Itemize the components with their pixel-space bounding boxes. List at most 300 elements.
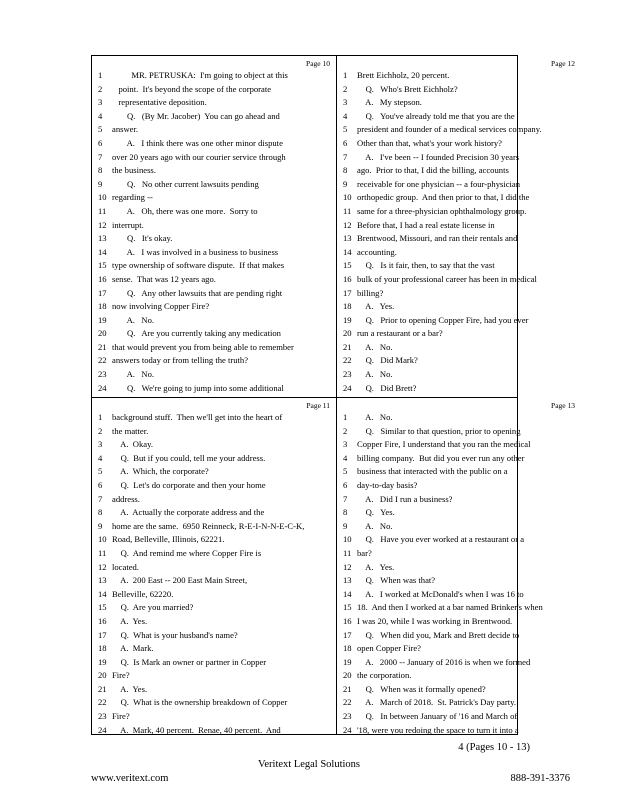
transcript-line xyxy=(98,601,334,615)
transcript-line xyxy=(98,411,334,425)
line-text: Q. What is your husband's name? xyxy=(112,629,238,640)
transcript-line xyxy=(98,110,334,124)
line-number: 2 xyxy=(343,83,348,94)
transcript-line xyxy=(343,246,579,260)
line-number: 16 xyxy=(98,615,107,626)
transcript-line xyxy=(98,438,334,452)
transcript-line xyxy=(98,683,334,697)
page-lines xyxy=(343,69,579,395)
transcript-line xyxy=(343,83,579,97)
transcript-page xyxy=(92,398,336,738)
line-text: A. My stepson. xyxy=(357,97,422,108)
line-text: address. xyxy=(112,493,140,504)
line-text: A. 200 East -- 200 East Main Street, xyxy=(112,575,248,586)
line-number: 15 xyxy=(98,260,107,271)
transcript-line xyxy=(98,137,334,151)
transcript-line xyxy=(98,314,334,328)
transcript-line xyxy=(98,191,334,205)
line-number: 13 xyxy=(98,575,107,586)
page-lines xyxy=(98,411,334,737)
line-text: answers today or from telling the truth? xyxy=(112,355,249,366)
line-number: 5 xyxy=(98,124,103,135)
line-text: Copper Fire, I understand that you ran the medical xyxy=(357,439,531,450)
transcript-line xyxy=(343,205,579,219)
line-text: MR. PETRUSKA: I'm going to object at this xyxy=(112,70,288,80)
transcript-line xyxy=(343,232,579,246)
line-text: Fire? xyxy=(112,670,130,681)
transcript-line xyxy=(98,520,334,534)
line-text: Q. Any other lawsuits that are pending right xyxy=(112,287,283,298)
line-text: background stuff. Then we'll get into the heart of xyxy=(112,412,283,422)
transcript-line xyxy=(343,178,579,192)
line-text: A. Mark, 40 percent. Renae, 40 percent. And xyxy=(112,724,281,735)
line-text: Belleville, 62220. xyxy=(112,588,174,599)
line-number: 4 xyxy=(98,452,103,463)
line-number: 8 xyxy=(98,507,103,518)
transcript-line xyxy=(343,300,579,314)
transcript-line xyxy=(98,561,334,575)
line-number: 21 xyxy=(343,683,352,694)
line-text: the corporation. xyxy=(357,670,412,681)
transcript-line xyxy=(98,246,334,260)
line-number: 7 xyxy=(98,151,103,162)
line-number: 6 xyxy=(98,479,103,490)
line-text: Q. Who's Brett Eichholz? xyxy=(357,83,458,94)
transcript-page xyxy=(337,56,581,396)
line-number: 8 xyxy=(343,165,348,176)
line-number: 3 xyxy=(343,439,348,450)
line-text: Road, Belleville, Illinois, 62221. xyxy=(112,534,225,545)
line-text: Q. No other current lawsuits pending xyxy=(112,178,259,189)
line-text: A. No. xyxy=(357,412,393,422)
line-number: 11 xyxy=(343,547,352,558)
transcript-line xyxy=(98,259,334,273)
transcript-line xyxy=(343,574,579,588)
transcript-line xyxy=(343,669,579,683)
line-text: A. No. xyxy=(357,369,393,380)
transcript-line xyxy=(98,629,334,643)
line-text: A. March of 2018. St. Patrick's Day party. xyxy=(357,697,516,708)
line-text: president and founder of a medical services company. xyxy=(357,124,542,135)
line-text: Other than that, what's your work history? xyxy=(357,137,502,148)
line-text: A. No. xyxy=(357,520,393,531)
transcript-line xyxy=(343,438,579,452)
line-number: 1 xyxy=(98,412,103,422)
line-number: 2 xyxy=(98,83,103,94)
line-number: 22 xyxy=(343,355,352,366)
line-text: A. Actually the corporate address and the xyxy=(112,507,265,518)
line-number: 14 xyxy=(343,246,352,257)
line-number: 19 xyxy=(98,314,107,325)
transcript-line xyxy=(343,520,579,534)
line-number: 16 xyxy=(343,615,352,626)
transcript-line xyxy=(343,642,579,656)
line-number: 11 xyxy=(98,205,107,216)
transcript-line xyxy=(98,547,334,561)
transcript-line xyxy=(343,123,579,137)
transcript-line xyxy=(98,205,334,219)
line-number: 12 xyxy=(343,561,352,572)
line-number: 5 xyxy=(343,124,348,135)
page-number: Page 13 xyxy=(551,401,575,410)
line-number: 24 xyxy=(343,382,352,393)
page-lines xyxy=(98,69,334,395)
line-number: 1 xyxy=(343,412,348,422)
line-text: Q. When was that? xyxy=(357,575,436,586)
transcript-line xyxy=(98,465,334,479)
transcript-line xyxy=(343,411,579,425)
line-number: 17 xyxy=(343,287,352,298)
line-text: the matter. xyxy=(112,425,149,436)
line-text: Q. But if you could, tell me your address. xyxy=(112,452,266,463)
phone-number: 888-391-3376 xyxy=(510,773,570,784)
line-text: ago. Prior to that, I did the billing, accounts xyxy=(357,165,509,176)
transcript-line xyxy=(98,669,334,683)
line-number: 6 xyxy=(343,479,348,490)
transcript-line xyxy=(343,561,579,575)
line-number: 22 xyxy=(98,697,107,708)
line-text: over 20 years ago with our courier service through xyxy=(112,151,286,162)
line-number: 9 xyxy=(343,520,348,531)
line-number: 5 xyxy=(98,466,103,477)
line-text: A. I've been -- I founded Precision 30 years xyxy=(357,151,520,162)
transcript-line xyxy=(343,354,579,368)
transcript-line xyxy=(343,683,579,697)
transcript-line xyxy=(343,493,579,507)
line-text: regarding -- xyxy=(112,192,153,203)
line-text: Q. Did Brett? xyxy=(357,382,417,393)
transcript-line xyxy=(98,493,334,507)
line-number: 9 xyxy=(343,178,348,189)
line-text: Q. What is the ownership breakdown of Copper xyxy=(112,697,288,708)
line-number: 6 xyxy=(343,137,348,148)
transcript-line xyxy=(98,69,334,83)
transcript-line xyxy=(343,219,579,233)
transcript-line xyxy=(343,533,579,547)
line-text: A. Which, the corporate? xyxy=(112,466,209,477)
line-text: A. Yes. xyxy=(112,683,148,694)
line-text: Q. Have you ever worked at a restaurant or a xyxy=(357,534,525,545)
transcript-line xyxy=(98,533,334,547)
line-number: 8 xyxy=(98,165,103,176)
transcript-line xyxy=(98,273,334,287)
line-number: 20 xyxy=(98,670,107,681)
transcript-line xyxy=(343,164,579,178)
line-text: A. Yes. xyxy=(357,301,395,312)
transcript-line xyxy=(98,300,334,314)
transcript-line xyxy=(343,656,579,670)
transcript-line xyxy=(343,314,579,328)
line-number: 10 xyxy=(343,534,352,545)
line-number: 23 xyxy=(343,369,352,380)
transcript-line xyxy=(98,724,334,738)
line-number: 7 xyxy=(343,151,348,162)
transcript-line xyxy=(343,452,579,466)
line-number: 18 xyxy=(98,643,107,654)
transcript-line xyxy=(98,506,334,520)
line-number: 20 xyxy=(98,328,107,339)
transcript-line xyxy=(343,110,579,124)
line-text: A. Did I run a business? xyxy=(357,493,453,504)
line-text: Q. Let's do corporate and then your home xyxy=(112,479,266,490)
transcript-line xyxy=(343,601,579,615)
line-number: 16 xyxy=(343,273,352,284)
transcript-line xyxy=(343,151,579,165)
line-text: open Copper Fire? xyxy=(357,643,421,654)
line-text: billing? xyxy=(357,287,384,298)
line-number: 18 xyxy=(343,643,352,654)
transcript-line xyxy=(98,642,334,656)
line-text: the business. xyxy=(112,165,156,176)
line-number: 13 xyxy=(98,233,107,244)
line-number: 9 xyxy=(98,520,103,531)
line-number: 11 xyxy=(343,205,352,216)
line-number: 15 xyxy=(98,602,107,613)
line-number: 15 xyxy=(343,602,352,613)
website: www.veritext.com xyxy=(91,773,169,784)
line-number: 19 xyxy=(343,656,352,667)
line-text: A. Mark. xyxy=(112,643,154,654)
line-number: 10 xyxy=(343,192,352,203)
page-lines xyxy=(343,411,579,737)
transcript-line xyxy=(98,588,334,602)
company-name: Veritext Legal Solutions xyxy=(257,759,361,770)
line-text: receivable for one physician -- a four-physician xyxy=(357,178,521,189)
line-number: 14 xyxy=(343,588,352,599)
page-number: Page 12 xyxy=(551,59,575,68)
transcript-line xyxy=(343,341,579,355)
line-text: 18. And then I worked at a bar named Brinker's when xyxy=(357,602,543,613)
line-number: 24 xyxy=(98,724,107,735)
line-text: that would prevent you from being able to remember xyxy=(112,341,294,352)
line-text: Q. Prior to opening Copper Fire, had you ever xyxy=(357,314,529,325)
line-number: 15 xyxy=(343,260,352,271)
line-text: Q. Did Mark? xyxy=(357,355,418,366)
transcript-line xyxy=(343,547,579,561)
line-number: 7 xyxy=(98,493,103,504)
line-number: 19 xyxy=(343,314,352,325)
transcript-line xyxy=(343,368,579,382)
line-number: 1 xyxy=(343,70,348,80)
line-number: 19 xyxy=(98,656,107,667)
transcript-line xyxy=(343,506,579,520)
transcript-line xyxy=(98,452,334,466)
line-text: Q. You've already told me that you are the xyxy=(357,110,515,121)
transcript-line xyxy=(343,425,579,439)
line-number: 17 xyxy=(343,629,352,640)
line-number: 13 xyxy=(343,233,352,244)
line-text: Brentwood, Missouri, and ran their rentals and xyxy=(357,233,518,244)
transcript-page xyxy=(337,398,581,738)
transcript-line xyxy=(98,178,334,192)
line-number: 2 xyxy=(343,425,348,436)
line-text: A. Yes. xyxy=(357,561,395,572)
line-number: 23 xyxy=(343,711,352,722)
line-number: 17 xyxy=(98,629,107,640)
line-number: 17 xyxy=(98,287,107,298)
line-number: 3 xyxy=(98,97,103,108)
line-text: A. No. xyxy=(112,314,155,325)
line-number: 24 xyxy=(98,382,107,393)
line-text: orthopedic group. And then prior to that, I did the xyxy=(357,192,530,203)
line-number: 20 xyxy=(343,328,352,339)
transcript-line xyxy=(343,615,579,629)
line-text: Before that, I had a real estate license in xyxy=(357,219,495,230)
line-number: 24 xyxy=(343,724,352,735)
line-number: 21 xyxy=(98,683,107,694)
line-text: Q. Are you currently taking any medication xyxy=(112,328,281,339)
line-number: 23 xyxy=(98,711,107,722)
transcript-line xyxy=(98,368,334,382)
line-number: 2 xyxy=(98,425,103,436)
line-number: 21 xyxy=(343,341,352,352)
page-range: 4 (Pages 10 - 13) xyxy=(458,742,530,753)
line-text: A. I worked at McDonald's when I was 16 to xyxy=(357,588,524,599)
line-text: bar? xyxy=(357,547,372,558)
line-number: 18 xyxy=(98,301,107,312)
line-text: '18, were you redoing the space to turn it into a xyxy=(357,724,519,735)
transcript-line xyxy=(343,382,579,396)
transcript-line xyxy=(343,287,579,301)
line-number: 4 xyxy=(343,110,348,121)
line-number: 4 xyxy=(98,110,103,121)
line-number: 23 xyxy=(98,369,107,380)
transcript-line xyxy=(98,696,334,710)
transcript-grid xyxy=(91,55,575,735)
line-text: A. 2000 -- January of 2016 is when we formed xyxy=(357,656,531,667)
line-text: A. Yes. xyxy=(112,615,148,626)
transcript-line xyxy=(98,615,334,629)
transcript-line xyxy=(343,259,579,273)
line-text: A. No. xyxy=(357,341,393,352)
transcript-line xyxy=(98,164,334,178)
transcript-line xyxy=(98,425,334,439)
line-text: home are the same. 6950 Reinneck, R-E-I-N-N-E-C-K, xyxy=(112,520,305,531)
transcript-line xyxy=(98,479,334,493)
transcript-line xyxy=(98,710,334,724)
transcript-line xyxy=(98,151,334,165)
transcript-line xyxy=(343,629,579,643)
transcript-line xyxy=(98,232,334,246)
line-number: 21 xyxy=(98,341,107,352)
transcript-line xyxy=(343,273,579,287)
line-text: type ownership of software dispute. If that makes xyxy=(112,260,285,271)
line-text: A. Oh, there was one more. Sorry to xyxy=(112,205,258,216)
transcript-line xyxy=(98,96,334,110)
line-number: 4 xyxy=(343,452,348,463)
transcript-line xyxy=(98,574,334,588)
line-number: 12 xyxy=(98,561,107,572)
transcript-line xyxy=(98,287,334,301)
line-text: Q. Is Mark an owner or partner in Copper xyxy=(112,656,267,667)
line-text: Q. Are you married? xyxy=(112,602,194,613)
line-text: answer. xyxy=(112,124,139,135)
transcript-line xyxy=(98,219,334,233)
line-text: Q. Yes. xyxy=(357,507,395,518)
line-text: Q. (By Mr. Jacober) You can go ahead and xyxy=(112,110,280,121)
line-text: Fire? xyxy=(112,711,130,722)
line-number: 3 xyxy=(343,97,348,108)
line-number: 16 xyxy=(98,273,107,284)
line-number: 1 xyxy=(98,70,103,80)
line-text: A. No. xyxy=(112,369,155,380)
line-number: 20 xyxy=(343,670,352,681)
line-text: point. It's beyond the scope of the corporate xyxy=(112,83,272,94)
line-number: 10 xyxy=(98,534,107,545)
transcript-line xyxy=(98,341,334,355)
line-number: 6 xyxy=(98,137,103,148)
line-number: 18 xyxy=(343,301,352,312)
transcript-line xyxy=(343,465,579,479)
line-number: 12 xyxy=(98,219,107,230)
transcript-line xyxy=(98,656,334,670)
line-text: business that interacted with the public on a xyxy=(357,466,508,477)
transcript-line xyxy=(343,696,579,710)
line-text: Q. It's okay. xyxy=(112,233,173,244)
transcript-line xyxy=(98,123,334,137)
line-text: A. Okay. xyxy=(112,439,153,450)
transcript-page xyxy=(92,56,336,396)
line-text: now involving Copper Fire? xyxy=(112,301,210,312)
line-text: representative deposition. xyxy=(112,97,207,108)
line-number: 11 xyxy=(98,547,107,558)
line-number: 5 xyxy=(343,466,348,477)
line-number: 9 xyxy=(98,178,103,189)
transcript-line xyxy=(98,354,334,368)
line-number: 22 xyxy=(98,355,107,366)
line-text: I was 20, while I was working in Brentwood. xyxy=(357,615,513,626)
line-text: bulk of your professional career has been in medical xyxy=(357,273,537,284)
line-text: A. I think there was one other minor dispute xyxy=(112,137,283,148)
transcript-line xyxy=(343,588,579,602)
line-text: Q. And remind me where Copper Fire is xyxy=(112,547,262,558)
line-text: accounting. xyxy=(357,246,397,257)
line-text: interrupt. xyxy=(112,219,144,230)
line-text: sense. That was 12 years ago. xyxy=(112,273,216,284)
line-number: 7 xyxy=(343,493,348,504)
transcript-line xyxy=(343,724,579,738)
transcript-line xyxy=(343,327,579,341)
line-number: 3 xyxy=(98,439,103,450)
line-text: Q. When was it formally opened? xyxy=(357,683,486,694)
line-text: day-to-day basis? xyxy=(357,479,418,490)
line-number: 12 xyxy=(343,219,352,230)
line-number: 10 xyxy=(98,192,107,203)
line-number: 14 xyxy=(98,246,107,257)
line-number: 14 xyxy=(98,588,107,599)
line-text: A. I was involved in a business to business xyxy=(112,246,279,257)
line-text: same for a three-physician ophthalmology group. xyxy=(357,205,527,216)
transcript-line xyxy=(343,137,579,151)
transcript-line xyxy=(98,83,334,97)
line-number: 8 xyxy=(343,507,348,518)
line-text: run a restaurant or a bar? xyxy=(357,328,443,339)
line-number: 22 xyxy=(343,697,352,708)
line-text: Q. We're going to jump into some additional xyxy=(112,382,284,393)
page-number: Page 10 xyxy=(306,59,330,68)
line-text: Q. In between January of '16 and March of xyxy=(357,711,518,722)
transcript-line xyxy=(343,191,579,205)
transcript-line xyxy=(343,96,579,110)
line-text: Q. Similar to that question, prior to opening xyxy=(357,425,521,436)
line-text: located. xyxy=(112,561,139,572)
line-number: 13 xyxy=(343,575,352,586)
line-text: Q. Is it fair, then, to say that the vast xyxy=(357,260,495,271)
transcript-line xyxy=(343,69,579,83)
line-text: billing company. But did you ever run any other xyxy=(357,452,525,463)
transcript-line xyxy=(343,479,579,493)
line-text: Brett Eichholz, 20 percent. xyxy=(357,70,450,80)
